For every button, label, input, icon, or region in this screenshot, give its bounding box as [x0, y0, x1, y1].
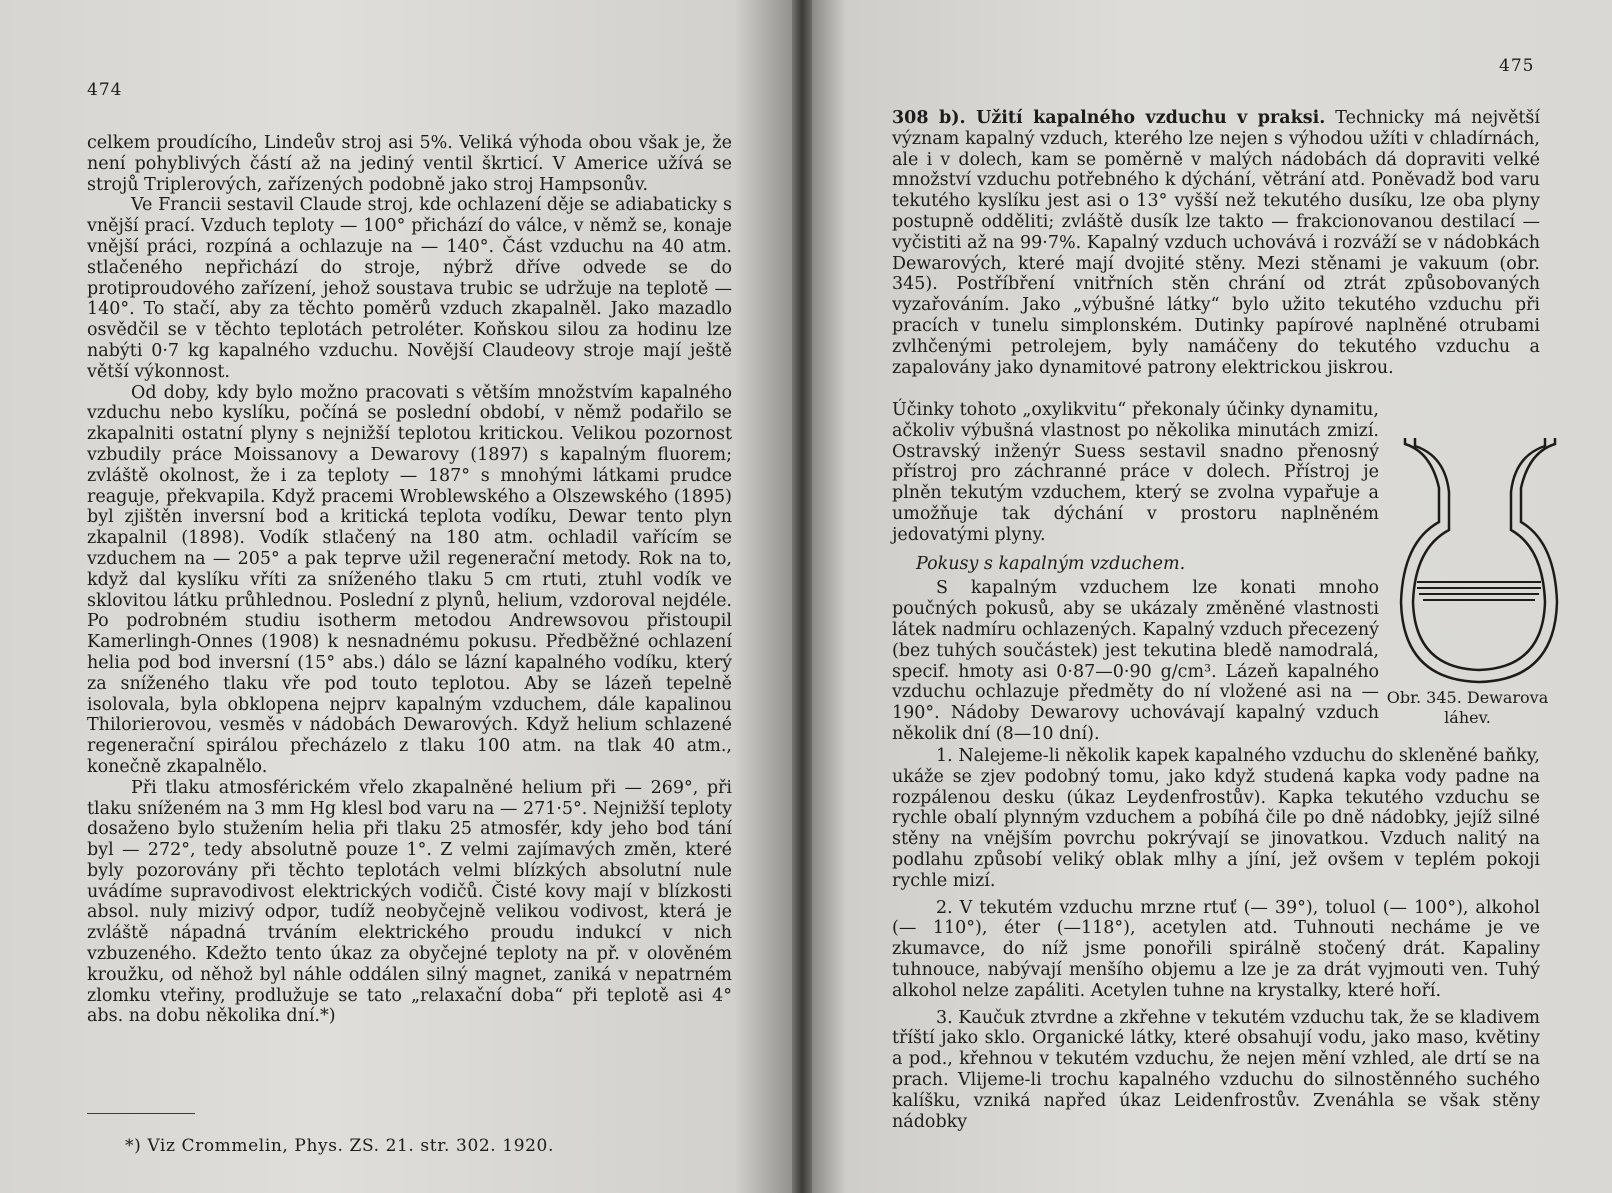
- left-page-body: [87, 133, 732, 1027]
- section-paragraph: [892, 108, 1540, 378]
- liquid-air-level: [1417, 582, 1541, 600]
- paragraph: Při tlaku atmosférickém vřelo zkapalněné helium při — 269°, při tlaku sníženém na 3 mm Hg klesl bod varu na — 271·5°. Nejnižší teploty dosaženo bylo stužením helia při tlaku 25 atmosfér, kdy jeho bod tání byl — 272°, tedy absolutně pouze 1°. Z velmi zajímavých změn, které byly pozorovány při těchto teplotách velmi blízkých absolutní nule uvádíme supravodivost elektrických vodičů. Čisté kovy mají v blízkosti absol. nuly mizivý odpor, tudíž neobyčejně velikou vodivost, která je zvláště nápadná trváním elektrického proudu indukcí v nich vzbuzeného. Kdežto tento úkaz za obyčejné teploty na př. v olověném kroužku, od něhož byl náhle oddálen silný magnet, zaniká v nepatrném zlomku vteřiny, prodlužuje se tato „relaxační doba“ při teplotě asi 4° abs. na dobu několika dní.*): [87, 777, 732, 1027]
- experiment-3: 3. Kaučuk ztvrdne a zkřehne v tekutém vzduchu tak, že se kladivem tříští jako sklo. Organické látky, které obsahují vodu, jako maso, květiny a pod., křehnou v tekutém vzduchu, že nejen mění vzhled, ale drtí se na prach. Vlijeme-li trochu kapalného vzduchu do silnostěnného suchého kalíšku, vzniká napřed úkaz Leidenfrostův. Zvenáhla se však stěny nádobky: [892, 1007, 1540, 1132]
- experiment-2: 2. V tekutém vzduchu mrzne rtuť (— 39°), toluol (— 100°), alkohol (— 110°), éter (—118°), acetylen atd. Tuhnouti necháme je ve zkumavce, do níž jsme ponořili spirálně stočený drát. Kapaliny tuhnouce, nabývají menšího objemu a lze je za drát vyjmouti ven. Tuhý alkohol nelze zapáliti. Acetylen tuhne na krystalky, které hoří.: [892, 897, 1540, 1001]
- experiment-1: 1. Nalejeme-li několik kapek kapalného vzduchu do skleněné baňky, ukáže se zjev podobný tomu, jako když studená kapka vody padne na rozpálenou desku (úkaz Leydenfrostův). Kapka tekutého vzduchu se rychle obalí plynným vzduchem a pobíhá čile po dně nádobky, jejíž silné stěny na vnějším povrchu pokrývají se jinovatkou. Vzduch nalitý na podlahu způsobí veliký oblak mlhy a jíní, jež ovšem v teplém pokoji rychle mizí.: [892, 746, 1540, 891]
- section-intro: Technicky má největší význam kapalný vzduch, kterého lze nejen s výhodou užíti v chladírnách, ale i v dolech, kam se poměrně v malých nádobách dá dopraviti velké množství vzduchu potřebného k dýchání, větrání atd. Poněvadž bod varu tekutého kyslíku jest asi o 13° vyšší než tekutého dusíku, lze oba plyny postupně odděliti; zvláště dusík lze takto — frakcionovanou destilací — vyčistiti až na 99·7%. Kapalný vzduch uchovává i rozváží se v nádobkách Dewarových, které mají dvojité stěny. Mezi stěnami je vakuum (obr. 345). Postříbření vnitřních stěn chrání od ztrát způsobovaných vyzařováním. Jako „výbušné látky“ bylo užito tekutého vzduchu při pracích v tunelu simplonském. Dutinky papírové naplněné otrubami zvlhčenými petrolejem, byly namáčeny do tekutého vzduchu a zapalovány jako dynamitové patrony elektrickou jiskrou.: [892, 108, 1540, 378]
- paragraph: Ve Francii sestavil Claude stroj, kde ochlazení děje se adiabaticky s vnější prací. Vzduch teploty — 100° přichází do válce, v němž se, konaje vnější práci, rozpíná a ochlazuje na — 140°. Část vzduchu na 40 atm. stlačeného nepřichází do stroje, nýbrž dříve odvede se do protiproudového zařízení, jehož soustava trubic se udržuje na teplotě — 140°. To stačí, aby za těchto poměrů vzduch zkapalněl. Jako mazadlo osvědčil se v těchto teplotách petroléter. Koňskou silou za hodinu lze nabýti 0·7 kg kapalného vzduchu. Novější Claudeovy stroje mají ještě větší výkonnost.: [87, 195, 732, 382]
- experiments-subheading: Pokusy s kapalným vzduchem.: [916, 553, 1186, 574]
- footnote: *) Viz Crommelin, Phys. ZS. 21. str. 302. 1920.: [125, 1136, 554, 1156]
- page-number-left: 474: [87, 80, 123, 100]
- footnote-rule: [87, 1113, 195, 1114]
- paragraph: celkem proudícího, Lindeův stroj asi 5%. Veliká výhoda obou však je, že není pohyblivých částí až na jediný ventil škrticí. V Americe užívá se strojů Triplerových, zařízených podobně jako stroj Hampsonův.: [87, 133, 732, 195]
- right-page-bottom: [892, 746, 1540, 1132]
- paragraph: Účinky tohoto „oxylikvitu“ překonaly účinky dynamitu, ačkoliv výbušná vlastnost po několika minutách zmizí. Ostravský inženýr Suess sestavil snadno přenosný přístroj pro záchranné práce v dolech. Přístroj je plněn tekutým vzduchem, který se zvolna vypařuje a umožňuje tak dýchání v prostoru naplněném jedovatými plyny.: [892, 400, 1379, 545]
- book-gutter: [792, 0, 812, 1193]
- figure-caption: Obr. 345. Dewarova láhev.: [1386, 688, 1549, 727]
- paragraph: S kapalným vzduchem lze konati mnoho poučných pokusů, aby se ukázaly změněné vlastnosti látek nadmíru ochlazených. Kapalný vzduch přecezený (bez tuhých součástek) jest tekutina bledě namodralá, specif. hmoty asi 0·87—0·90 g/cm³. Lázeň kapalného vzduchu ochlazuje předměty do ní vložené asi na — 190°. Nádoby Dewarovy uchovávají kapalný vzduch několik dní (8—10 dní).: [892, 578, 1379, 744]
- paragraph: Od doby, kdy bylo možno pracovati s větším množstvím kapalného vzduchu nebo kyslíku, počíná se poslední období, v němž podařilo se zkapalniti ostatní plyny s nejnižší teplotou kritickou. Velikou pozornost vzbudily práce Moissanovy a Dewarovy (1897) s kapalným fluorem; zvláště okolnost, že i za teploty — 187° s mnohými látkami prudce reaguje, překvapila. Když pracemi Wroblewského a Olszewského (1895) byl zjištěn inversní bod a kritická teplota vodíku, Dewar tento plyn zkapalnil (1898). Vodík stlačený na 180 atm. ochladil vařícím se vzduchem na — 205° a pak teprve užil regenerační metody. Rok na to, když dal kyslíku vříti za sníženého tlaku 5 cm rtuti, ztuhl vodík ve sklovitou látku průhlednou. Poslední z plynů, helium, vzdoroval nejdéle. Po podrobném studiu isotherm metodou Andrewsovou přistoupil Kamerlingh-Onnes (1908) k nesnadnému pokusu. Předběžné ochlazení helia pod bod inversní (15° abs.) dálo se lázní kapalného vodíku, který za sníženého tlaku vře pod touto teplotou. Aby se lázeň tepelně isolovala, byla obklopena nejprv kapalným vzduchem, dále kapalinou Thilorierovou, vesměs v nádobách Dewarových. Když helium schlazené regenerační spirálou přecházelo z tlaku 100 atm. na tlak 40 atm., konečně zkapalnělo.: [87, 382, 732, 777]
- right-page-float-text: [892, 400, 1379, 745]
- dewar-flask-figure: [1395, 430, 1565, 690]
- right-page-top: [892, 108, 1540, 378]
- section-heading: 308 b). Užití kapalného vzduchu v praksi.: [892, 108, 1326, 128]
- page-number-right: 475: [1499, 56, 1535, 76]
